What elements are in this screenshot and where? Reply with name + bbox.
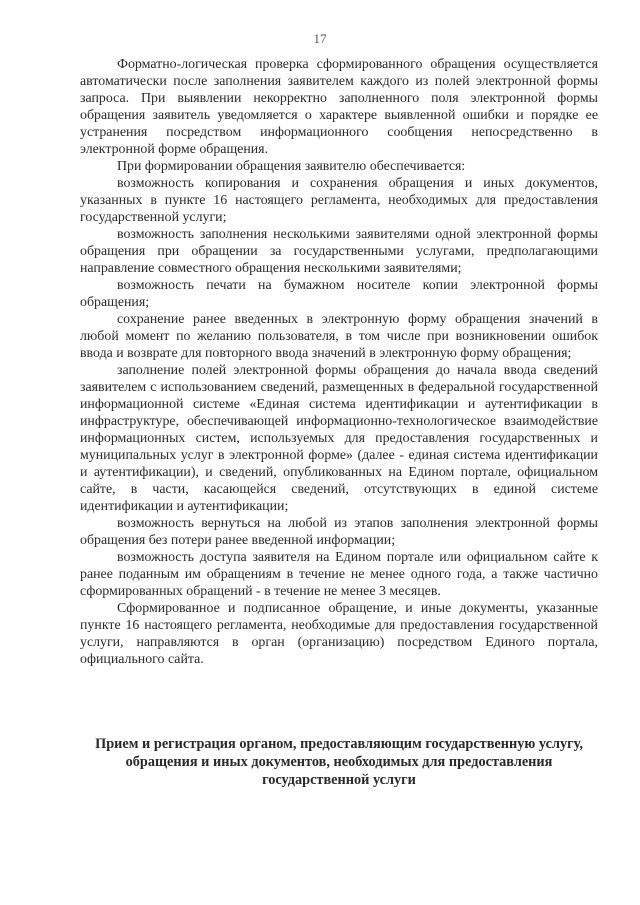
paragraph: Сформированное и подписанное обращение, и иные документы, указанные пункте 16 настоящего регламента, необходимые для предоставления государственной услуги, направляются в орган (организацию) посредством Единого портала, официального сайта. (80, 601, 598, 667)
paragraph: возможность печати на бумажном носителе копии электронной формы обращения; (80, 278, 598, 310)
paragraph: заполнение полей электронной формы обращения до начала ввода сведений заявителем с использованием сведений, размещенных в федеральной государственной информационной системе «Единая система идентификации и аутентификации в инфраструктуре, обеспечивающей информационно-технологическое взаимодействие информационных систем, используемых для предоставления государственных и муниципальных услуг в электронной форме» (далее - единая система идентификации и аутентификации), и сведений, опубликованных на Едином портале, официальном сайте, в части, касающейся сведений, отсутствующих в единой системе идентификации и аутентификации; (80, 363, 598, 514)
page-number: 17 (313, 31, 327, 46)
paragraph: При формировании обращения заявителю обеспечивается: (117, 159, 466, 174)
paragraph: возможность вернуться на любой из этапов заполнения электронной формы обращения без потери ранее введенной информации; (80, 516, 598, 548)
section-heading: Прием и регистрация органом, предоставляющим государственную услугу, обращения и иных документов, необходимых для предоставления государственной услуги (95, 736, 583, 788)
paragraph: Форматно-логическая проверка сформированного обращения осуществляется автоматически после заполнения заявителем каждого из полей электронной формы запроса. При выявлении некорректно заполненного поля электронной формы обращения заявитель уведомляется о характере выявленной ошибки и порядке ее устранения посредством информационного сообщения непосредственно в электронной форме обращения. (80, 57, 598, 157)
paragraph: возможность заполнения несколькими заявителями одной электронной формы обращения при обращении за государственными услугами, предполагающими направление совместного обращения несколькими заявителями; (80, 227, 598, 276)
paragraph: возможность доступа заявителя на Едином портале или официальном сайте к ранее поданным им обращениям в течение не менее одного года, а также частично сформированных обращений - в течение не менее 3 месяцев. (80, 550, 598, 599)
paragraph: сохранение ранее введенных в электронную форму обращения значений в любой момент по желанию пользователя, в том числе при возникновении ошибок ввода и возврате для повторного ввода значений в электронную форму обращения; (80, 312, 598, 361)
document-body (80, 56, 598, 668)
paragraph: возможность копирования и сохранения обращения и иных документов, указанных в пункте 16 настоящего регламента, необходимых для предоставления государственной услуги; (80, 176, 598, 225)
